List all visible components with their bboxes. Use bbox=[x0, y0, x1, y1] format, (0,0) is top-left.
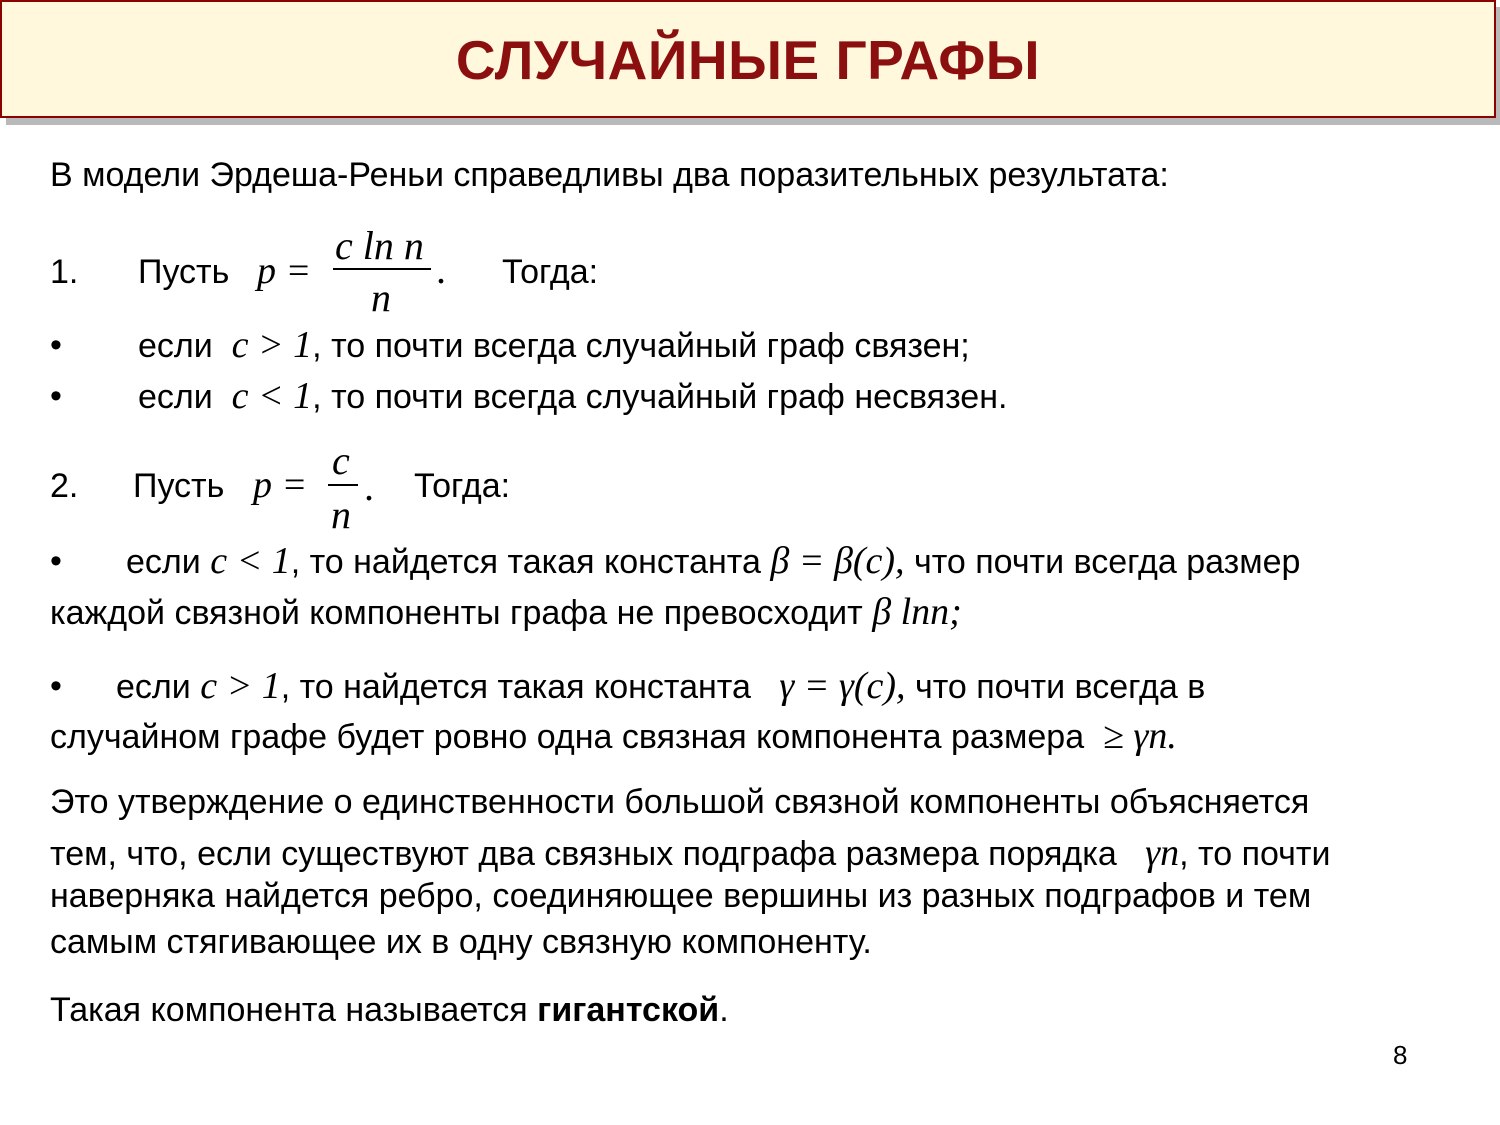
bullet-text: каждой связной компоненты графа не превосходит bbox=[50, 594, 863, 632]
esli-word: если bbox=[126, 543, 201, 581]
item2-fraction-bar bbox=[328, 484, 358, 486]
bullet-text: что почти всегда в bbox=[914, 668, 1206, 706]
item1-denominator: n bbox=[371, 275, 391, 320]
item2-bullet1-line1 bbox=[126, 542, 1300, 580]
item1-formula-lhs: p = bbox=[257, 250, 312, 292]
final-statement bbox=[50, 993, 729, 1027]
item2-togda: Тогда: bbox=[414, 467, 511, 505]
bullet-marker: • bbox=[50, 377, 62, 415]
item1-numerator: c ln n bbox=[335, 223, 424, 268]
page-number: 8 bbox=[1393, 1040, 1408, 1070]
item2-numerator: c bbox=[332, 438, 350, 483]
bullet-text: , то найдется такая константа bbox=[290, 543, 761, 581]
paragraph-text: , то почти bbox=[1179, 835, 1331, 873]
item2-pust: Пусть bbox=[133, 467, 225, 505]
bullet-text: , то найдется такая константа bbox=[280, 668, 751, 706]
paragraph-line2 bbox=[50, 834, 1330, 872]
bullet-text: случайном графе будет ровно одна связная компонента размера bbox=[50, 718, 1085, 756]
bullet-text: , то почти всегда случайный граф несвязен. bbox=[312, 378, 1008, 416]
item2-denominator: n bbox=[331, 492, 351, 537]
bullet-text: что почти всегда размер bbox=[914, 543, 1301, 581]
item1-fraction bbox=[333, 222, 446, 322]
gamma-formula: γ = γ(c), bbox=[779, 665, 906, 707]
paragraph-line3: наверняка найдется ребро, соединяющее вершины из разных подграфов и тем bbox=[50, 877, 1312, 915]
bullet-marker: • bbox=[50, 326, 62, 364]
condition-formula: c > 1 bbox=[231, 324, 313, 366]
final-period: . bbox=[719, 991, 729, 1029]
item2-number: 2. bbox=[50, 467, 79, 505]
esli-word: если bbox=[138, 378, 213, 416]
slide-title: СЛУЧАЙНЫЕ ГРАФЫ bbox=[455, 29, 1041, 91]
item1-pust: Пусть bbox=[138, 253, 230, 291]
final-text: Такая компонента называется bbox=[50, 991, 538, 1029]
item1-number: 1. bbox=[50, 253, 79, 291]
esli-word: если bbox=[138, 327, 213, 365]
title-bar bbox=[0, 0, 1496, 118]
item2-bullet1-line2 bbox=[50, 593, 962, 631]
paragraph-line1: Это утверждение о единственности большой связной компоненты объясняется bbox=[50, 783, 1310, 821]
bullet-text: , то почти всегда случайный граф связен; bbox=[312, 327, 970, 365]
item2-dot: . bbox=[364, 464, 374, 509]
condition-formula: c < 1 bbox=[210, 540, 291, 582]
bullet-marker: • bbox=[50, 667, 62, 705]
condition-formula: c < 1 bbox=[231, 375, 313, 417]
bullet-marker: • bbox=[50, 542, 62, 580]
giant-term: гигантской bbox=[537, 991, 720, 1029]
esli-word: если bbox=[116, 668, 191, 706]
paragraph-line4: самым стягивающее их в одну связную компоненту. bbox=[50, 923, 872, 961]
bullet1-line bbox=[138, 326, 970, 364]
item2-bullet2-line1 bbox=[116, 667, 1205, 705]
paragraph-text: тем, что, если существуют два связных подграфа размера порядка bbox=[50, 835, 1117, 873]
item1-dot: . bbox=[436, 247, 446, 292]
item1-fraction-bar bbox=[333, 268, 431, 270]
bullet2-line bbox=[138, 377, 1007, 415]
item2-formula-lhs: p = bbox=[253, 464, 308, 506]
item1-togda: Тогда: bbox=[502, 253, 599, 291]
beta-formula: β = β(c), bbox=[770, 540, 905, 582]
beta-ln-formula: β lnn; bbox=[872, 591, 962, 633]
item2-bullet2-line2 bbox=[50, 717, 1177, 755]
item2-fraction bbox=[328, 437, 388, 537]
intro-text: В модели Эрдеша-Реньи справедливы два поразительных результата: bbox=[50, 156, 1169, 194]
gamma-n-formula: γn bbox=[1145, 832, 1180, 874]
condition-formula: c > 1 bbox=[200, 665, 281, 707]
gamma-n-formula: ≥ γn. bbox=[1103, 715, 1177, 757]
